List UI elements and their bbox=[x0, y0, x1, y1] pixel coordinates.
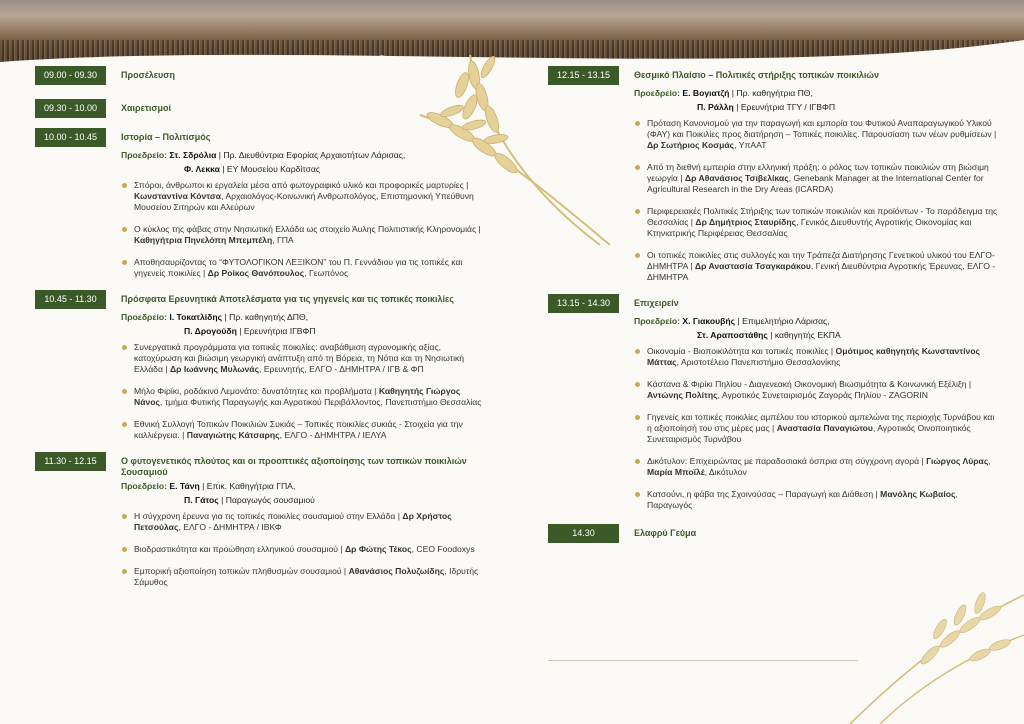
speaker-affiliation: , Γεωπόνος bbox=[304, 268, 349, 278]
talk-item bbox=[634, 206, 998, 239]
speaker-affiliation: , ΕΛΓΟ - ΔΗΜΗΤΡΑ / ΙΕΛΥΑ bbox=[279, 430, 387, 440]
speaker-affiliation: , ΥπΑΑΤ bbox=[734, 140, 767, 150]
speaker-name: Καθηγητής Γιώργος Νάνος bbox=[134, 386, 461, 407]
speaker-name: Μαρία Μποϊλέ bbox=[647, 467, 705, 477]
speaker-name: Δρ Ιωάννης Μυλωνάς bbox=[169, 364, 260, 374]
session-title: Ιστορία – Πολιτισμός bbox=[121, 132, 211, 142]
speaker-affiliation: , Γενικός Διευθυντής Αγροτικής Οικονομίας και Κτηνιατρικής Περιφέρειας Θεσσαλίας bbox=[647, 217, 972, 238]
session-title: Χαιρετισμοί bbox=[121, 103, 172, 113]
chair-row bbox=[121, 481, 485, 492]
chair-row bbox=[121, 312, 485, 323]
talk-item bbox=[121, 257, 485, 279]
speaker-name: Δρ Χρήστος Πετσούλας bbox=[134, 511, 452, 532]
talk-title: Εμπορική αξιοποίηση τοπικών πληθυσμών σουσαμιού | bbox=[134, 566, 349, 576]
session-title: Πρόσφατα Ερευνητικά Αποτελέσματα για τις γηγενείς και τις τοπικές ποικιλίες bbox=[121, 294, 454, 304]
talk-title: Πρόταση Κανονισμού για την παραγωγή και εμπορία του Φυτικού Αναπαραγωγικού Υλικού (ΦΑΥ) και Ποικιλίες προς διατήρηση – Τοπικές ποικιλίες. Παρουσίαση των νέων ρυθμίσεων | bbox=[647, 118, 997, 139]
talk-item bbox=[121, 224, 485, 246]
speaker-name: Αθανάσιος Πολυζωίδης bbox=[348, 566, 445, 576]
chair-affiliation: | Πρ. καθηγήτρια ΠΘ, bbox=[729, 88, 813, 98]
chair-name: Ε. Τάνη bbox=[169, 481, 200, 491]
talk-item bbox=[634, 346, 998, 368]
chair-row bbox=[634, 102, 998, 113]
talk-title: Περιφερειακές Πολιτικές Στήριξης των τοπικών ποικιλιών και προϊόντων - Το παράδειγμα της Θεσσαλίας | bbox=[647, 206, 998, 227]
speaker-name: Δρ Σωτήριος Κοσμάς bbox=[647, 140, 735, 150]
session-title: Προσέλευση bbox=[121, 70, 175, 80]
talk-list bbox=[634, 118, 998, 283]
speaker-name: Δρ Αναστασία Τσαγκαράκου bbox=[694, 261, 811, 271]
talk-item bbox=[634, 162, 998, 195]
talk-item bbox=[121, 342, 485, 375]
chair-name: Φ. Λεκκα bbox=[184, 164, 220, 174]
chair-affiliation: | Παραγωγός σουσαμιού bbox=[218, 495, 315, 505]
talk-item bbox=[634, 489, 998, 511]
speaker-name: Δρ Αθανάσιος Τσιβελίκας bbox=[684, 173, 789, 183]
session-time: 14.30 bbox=[548, 524, 619, 543]
speaker-affiliation: , Αγροτικός Οινοποιητικός Συνεταιρισμός Τυρνάβου bbox=[647, 423, 971, 444]
chair-label: Προεδρείο: bbox=[634, 88, 683, 98]
session-time: 09.30 - 10.00 bbox=[35, 99, 106, 118]
chair-name: Ι. Τοκατλίδης bbox=[169, 312, 223, 322]
speaker-affiliation: , bbox=[988, 456, 991, 466]
divider-line bbox=[548, 660, 858, 661]
talk-item bbox=[634, 379, 998, 401]
talk-item bbox=[121, 544, 485, 555]
chair-name: Ε. Βογιατζή bbox=[682, 88, 730, 98]
talk-title: Κατσούνι, η φάβα της Σχοινούσας – Παραγωγή και Διάθεση | bbox=[647, 489, 881, 499]
chair-row bbox=[121, 326, 485, 337]
talk-list bbox=[121, 180, 485, 279]
talk-title: Η σύγχρονη έρευνα για τις τοπικές ποικιλίες σουσαμιού στην Ελλάδα | bbox=[134, 511, 403, 521]
talk-title: Οι τοπικές ποικιλίες στις συλλογές και την Τράπεζα Διατήρησης Γενετικού υλικού του ΕΛΓΟ-ΔΗΜΗΤΡΑ | bbox=[647, 250, 995, 271]
speaker-affiliation: , ΓΠΑ bbox=[272, 235, 294, 245]
session-block bbox=[548, 66, 998, 283]
speaker-name: Ομότιμος καθηγητής Κωνσταντίνος Μάττας bbox=[647, 346, 981, 367]
session-block bbox=[548, 294, 998, 511]
chair-name: Π. Δρογούδη bbox=[184, 326, 237, 336]
session-time: 13.15 - 14.30 bbox=[548, 294, 619, 313]
session-time: 11.30 - 12.15 bbox=[35, 452, 106, 471]
talk-title: Μήλο Φιρίκι, ροδάκινο Λεμονάτο: δυνατότητες και προβλήματα | bbox=[134, 386, 379, 396]
session-time: 10.00 - 10.45 bbox=[35, 128, 106, 147]
program-right-column bbox=[548, 66, 998, 548]
session-title: Ο φυτογενετικός πλούτος και οι προοπτικές αξιοποίησης των τοπικών ποικιλιών Σουσαμιού bbox=[121, 456, 467, 477]
speaker-name: Αντώνης Πολίτης bbox=[647, 390, 718, 400]
talk-title: Σπόροι, άνθρωποι κι εργαλεία μέσα από φωτογραφικό υλικό και προφορικές μαρτυρίες | bbox=[134, 180, 469, 190]
chair-affiliation: | Ερευνήτρια ΤΓΥ / ΙΓΒΦΠ bbox=[733, 102, 836, 112]
speaker-affiliation: , Αριστοτέλειο Πανεπιστήμιο Θεσσαλονίκης bbox=[676, 357, 841, 367]
speaker-name: Γιώργος Λύρας bbox=[926, 456, 989, 466]
chair-label: Προεδρείο: bbox=[634, 316, 683, 326]
session-title: Επιχειρείν bbox=[634, 298, 679, 308]
talk-title: Από τη διεθνή εμπειρία στην ελληνική πράξη: ο ρόλος των τοπικών ποικιλιών στη βιώσιμη γεωργία | bbox=[647, 162, 989, 183]
talk-title: Συνεργατικά προγράμματα για τοπικές ποικιλίες: αναβάθμιση αγρονομικής αξίας, κατοχύρωση και βιώσιμη γεωργική ανάπτυξη από τη Βόρεια, τη Νότια και τη Νησιωτική Ελλάδα | bbox=[134, 342, 465, 374]
program-left-column bbox=[35, 66, 485, 599]
chair-row bbox=[121, 495, 485, 506]
chair-affiliation: | ΕΥ Μουσείου Καρδίτσας bbox=[219, 164, 321, 174]
session-block bbox=[35, 66, 485, 85]
chair-affiliation: | Επικ. Καθηγήτρια ΓΠΑ, bbox=[199, 481, 296, 491]
wheat-corner-icon bbox=[840, 585, 1024, 724]
chair-affiliation: | Πρ. Διευθύντρια Εφορίας Αρχαιοτήτων Λάρισας, bbox=[216, 150, 406, 160]
speaker-name: Δρ Δημήτριος Σταυρίδης bbox=[695, 217, 797, 227]
chair-row bbox=[634, 316, 998, 327]
speaker-affiliation: , Γενική Διευθύντρια Αγροτικής Έρευνας, ΕΛΓΟ - ΔΗΜΗΤΡΑ bbox=[647, 261, 996, 282]
talk-item bbox=[634, 118, 998, 151]
session-block bbox=[35, 128, 485, 279]
session-time: 10.45 - 11.30 bbox=[35, 290, 106, 309]
speaker-name: Δρ Φώτης Τέκος bbox=[345, 544, 412, 554]
speaker-name: Κωνσταντίνα Κόντσα bbox=[134, 191, 222, 201]
session-time: 09.00 - 09.30 bbox=[35, 66, 106, 85]
speaker-name: Αναστασία Παναγιώτου bbox=[776, 423, 873, 433]
chair-affiliation: | Επιμελητήριο Λάρισας, bbox=[735, 316, 830, 326]
talk-item bbox=[121, 511, 485, 533]
speaker-affiliation: , Ερευνητής, ΕΛΓΟ - ΔΗΜΗΤΡΑ / ΙΓΒ & ΦΠ bbox=[259, 364, 424, 374]
talk-list bbox=[634, 346, 998, 511]
talk-title: Βιοδραστικότητα και προώθηση ελληνικού σουσαμιού | bbox=[134, 544, 345, 554]
speaker-name: Μανόλης Κωβαίος bbox=[880, 489, 956, 499]
talk-item bbox=[634, 412, 998, 445]
talk-item bbox=[121, 419, 485, 441]
speaker-affiliation: , Δικότυλον bbox=[704, 467, 747, 477]
session-time: 12.15 - 13.15 bbox=[548, 66, 619, 85]
chair-label: Προεδρείο: bbox=[121, 312, 170, 322]
speaker-name: Παναγιώτης Κάτσαρης bbox=[186, 430, 280, 440]
speaker-name: Δρ Ροίκος Θανόπουλος bbox=[207, 268, 305, 278]
talk-list bbox=[121, 342, 485, 441]
chair-name: Στ. Σδρόλια bbox=[169, 150, 217, 160]
talk-title: Αποθησαυρίζοντας το “ΦΥΤΟΛΟΓΙΚΟΝ ΛΕΞΙΚΟΝ” του Π. Γεννάδιου για τις τοπικές και γηγενείς ποικιλίες | bbox=[134, 257, 463, 278]
speaker-affiliation: , ΕΛΓΟ - ΔΗΜΗΤΡΑ / ΙΒΚΦ bbox=[178, 522, 282, 532]
chair-name: Στ. Αραποστάθης bbox=[697, 330, 768, 340]
session-title: Ελαφρύ Γεύμα bbox=[634, 528, 697, 538]
chair-row bbox=[634, 330, 998, 341]
speaker-name: Καθηγήτρια Πηνελόπη Μπεμπέλη bbox=[134, 235, 273, 245]
chair-name: Χ. Γιακουβής bbox=[682, 316, 736, 326]
session-block bbox=[35, 452, 485, 588]
talk-title: Ο κύκλος της φάβας στην Νησιωτική Ελλάδα ως στοιχείο Άυλης Πολιτιστικής Κληρονομιάς | bbox=[134, 224, 481, 234]
talk-title: Γηγενείς και τοπικές ποικιλίες αμπέλου του ιστορικού αμπελώνα της περιοχής Τυρνάβου και η αξιοποίησή του στις μέρες μας | bbox=[647, 412, 995, 433]
talk-title: Κάστανα & Φιρίκι Πηλίου - Διαγενεακή Οικονομική Βιωσιμότητα & Κοινωνική Εξέλιξη | bbox=[647, 379, 972, 389]
chair-label: Προεδρείο: bbox=[121, 481, 170, 491]
session-block bbox=[548, 524, 998, 543]
speaker-affiliation: , Ιδρυτής Σάμυθος bbox=[134, 566, 479, 587]
talk-item bbox=[634, 250, 998, 283]
session-block bbox=[35, 290, 485, 441]
talk-title: Εθνική Συλλογή Τοπικών Ποικιλιών Συκιάς – Τοπικές ποικιλίες συκιάς - Στοιχεία για την καλλιέργεια. | bbox=[134, 419, 463, 440]
speaker-affiliation: , Παραγωγός bbox=[647, 489, 958, 510]
chair-row bbox=[121, 164, 485, 175]
chair-name: Π. Ράλλη bbox=[697, 102, 734, 112]
talk-item bbox=[121, 566, 485, 588]
session-block bbox=[35, 99, 485, 118]
chair-row bbox=[121, 150, 485, 161]
talk-item bbox=[121, 180, 485, 213]
talk-list bbox=[121, 511, 485, 588]
chair-affiliation: | Ερευνήτρια ΙΓΒΦΠ bbox=[236, 326, 316, 336]
chair-label: Προεδρείο: bbox=[121, 150, 170, 160]
chair-affiliation: | Πρ. καθηγητής ΔΠΘ, bbox=[222, 312, 309, 322]
chair-name: Π. Γάτος bbox=[184, 495, 219, 505]
speaker-affiliation: , CEO Foodoxys bbox=[411, 544, 475, 554]
talk-title: Δικότυλον: Επιχειρώντας με παραδοσιακά όσπρια στη σύγχρονη αγορά | bbox=[647, 456, 927, 466]
session-title: Θεσμικό Πλαίσιο – Πολιτικές στήριξης τοπικών ποικιλιών bbox=[634, 70, 879, 80]
speaker-affiliation: , Αγροτικός Συνεταιρισμός Ζαγοράς Πηλίου - ZAGORIN bbox=[717, 390, 928, 400]
talk-item bbox=[121, 386, 485, 408]
talk-title: Οικονομία - Βιοποικιλότητα και τοπικές ποικιλίες | bbox=[647, 346, 836, 356]
chair-affiliation: | καθηγητής ΕΚΠΑ bbox=[767, 330, 841, 340]
speaker-affiliation: , Genebank Manager at the International Center for Agricultural Research in the Dry Areas (ICARDA) bbox=[647, 173, 984, 194]
speaker-affiliation: , τμήμα Φυτικής Παραγωγής και Αγροτικού Περιβάλλοντος, Πανεπιστήμιο Θεσσαλίας bbox=[160, 397, 482, 407]
chair-row bbox=[634, 88, 998, 99]
speaker-affiliation: , Αρχαιολόγος-Κοινωνική Ανθρωπολόγος, Επιστημονική Υπεύθυνη Μουσείου Σιτηρών και Αλεύρων bbox=[134, 191, 474, 212]
talk-item bbox=[634, 456, 998, 478]
